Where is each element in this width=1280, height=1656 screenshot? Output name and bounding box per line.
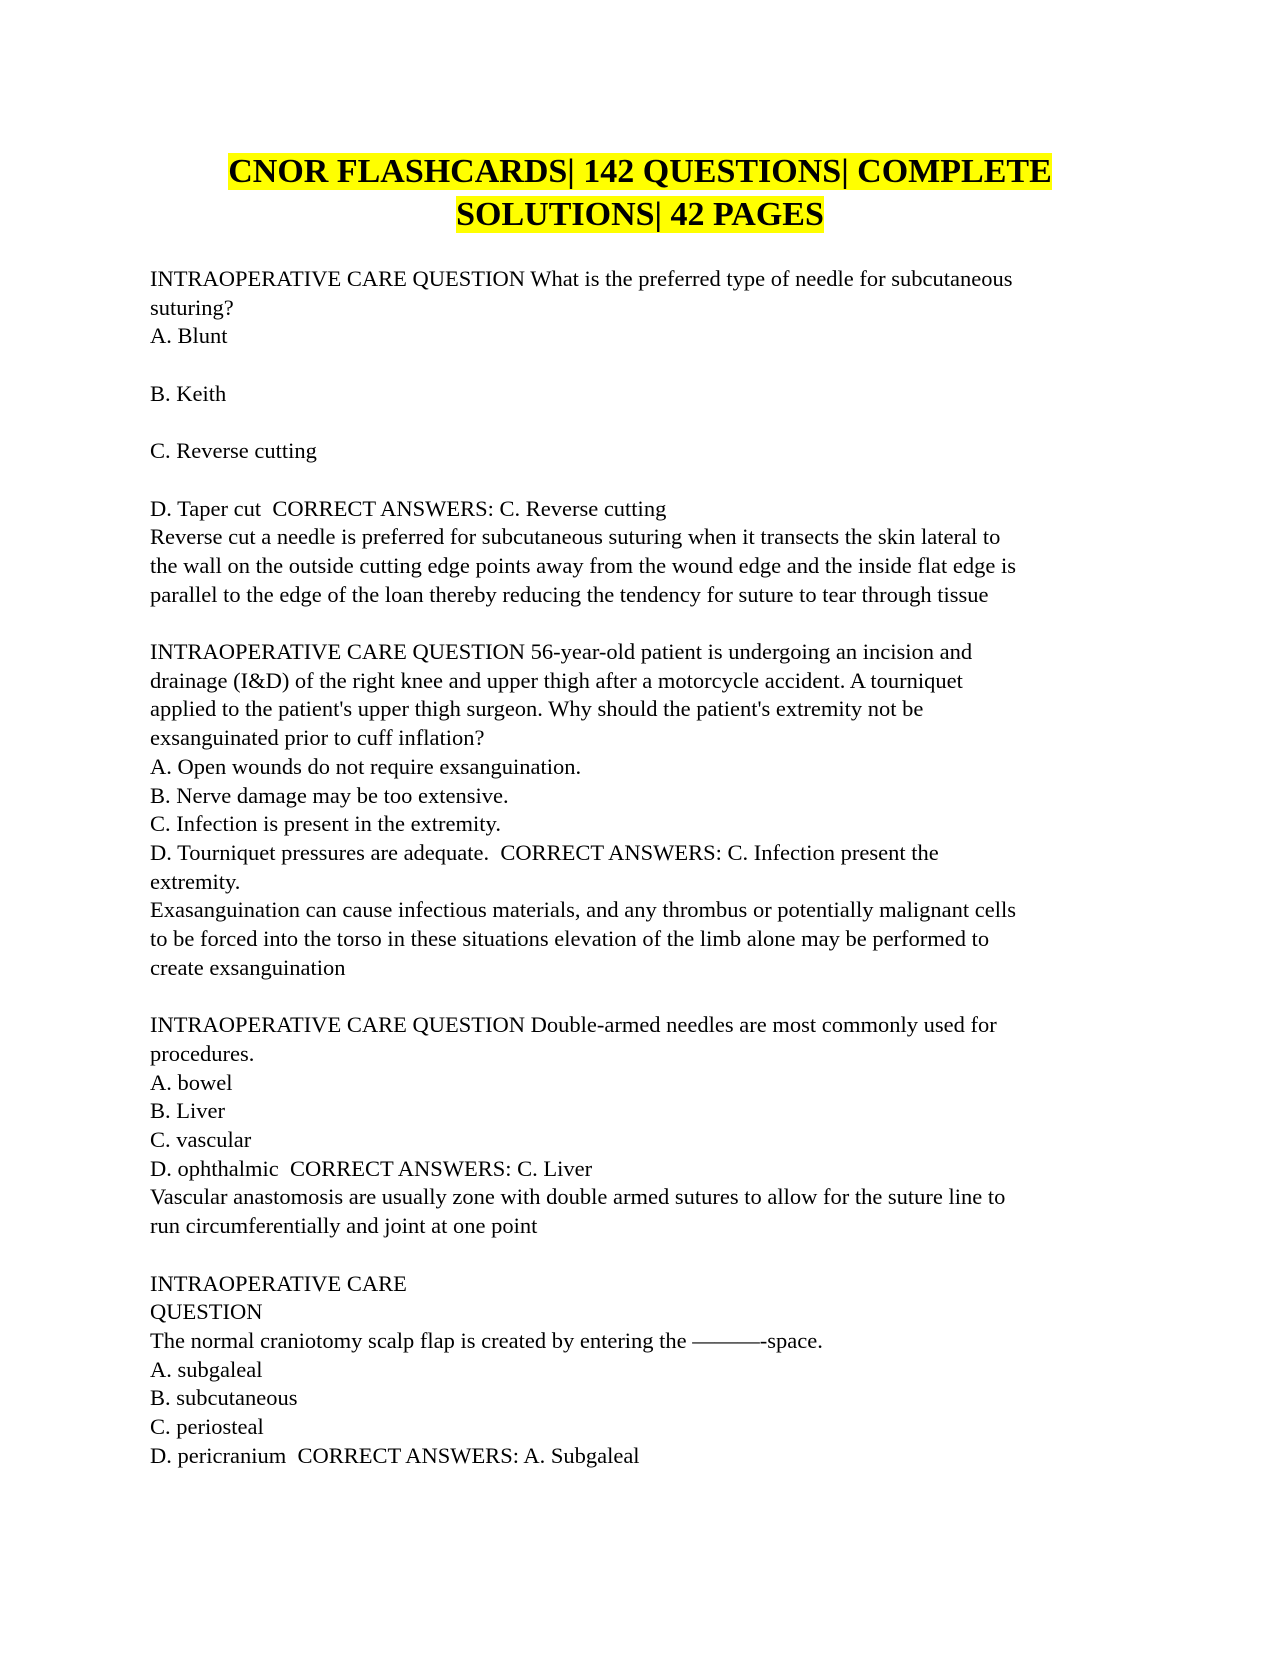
explanation: parallel to the edge of the loan thereby reducing the tendency for suture to tear through tissue xyxy=(150,581,989,607)
option-b: B. subcutaneous xyxy=(150,1385,298,1411)
blank-line xyxy=(150,351,1130,380)
explanation: create exsanguination xyxy=(150,954,346,980)
option-c: C. vascular xyxy=(150,1127,252,1153)
question-text: drainage (I&D) of the right knee and upper thigh after a motorcycle accident. A tourniquet xyxy=(150,667,963,693)
question-text: suturing? xyxy=(150,294,234,320)
title-line-2: SOLUTIONS| 42 PAGES xyxy=(456,196,824,233)
option-a: A. subgaleal xyxy=(150,1356,263,1382)
question-text: applied to the patient's upper thigh surgeon. Why should the patient's extremity not be xyxy=(150,696,924,722)
option-c: C. Reverse cutting xyxy=(150,438,317,464)
option-a: A. Open wounds do not require exsanguination. xyxy=(150,753,582,779)
option-b: B. Nerve damage may be too extensive. xyxy=(150,782,509,808)
explanation: to be forced into the torso in these situations elevation of the limb alone may be performed to xyxy=(150,926,990,952)
blank-line xyxy=(150,409,1130,438)
question-text: INTRAOPERATIVE CARE xyxy=(150,1270,407,1296)
option-d-answer: D. ophthalmic CORRECT ANSWERS: C. Liver xyxy=(150,1155,593,1181)
document-title xyxy=(150,150,1130,236)
question-text: QUESTION xyxy=(150,1299,263,1325)
question-text: INTRAOPERATIVE CARE QUESTION Double-armed needles are most commonly used for xyxy=(150,1012,997,1038)
question-block-2 xyxy=(150,638,1130,982)
option-a: A. bowel xyxy=(150,1069,233,1095)
option-d-answer: extremity. xyxy=(150,868,241,894)
question-text: procedures. xyxy=(150,1040,255,1066)
blank-line xyxy=(150,466,1130,495)
question-block-4 xyxy=(150,1270,1130,1471)
explanation: the wall on the outside cutting edge points away from the wound edge and the inside flat edge is xyxy=(150,552,1017,578)
option-d-answer: D. Tourniquet pressures are adequate. CORRECT ANSWERS: C. Infection present the xyxy=(150,840,939,865)
explanation: run circumferentially and joint at one point xyxy=(150,1213,538,1239)
question-text: The normal craniotomy scalp flap is created by entering the ———-space. xyxy=(150,1327,823,1353)
title-line-1: CNOR FLASHCARDS| 142 QUESTIONS| COMPLETE xyxy=(228,153,1052,190)
explanation: Vascular anastomosis are usually zone with double armed sutures to allow for the suture line to xyxy=(150,1184,1006,1210)
question-block-3 xyxy=(150,1011,1130,1241)
document-page xyxy=(150,150,1130,1470)
explanation: Exasanguination can cause infectious materials, and any thrombus or potentially malignant cells xyxy=(150,897,1016,923)
question-block-1 xyxy=(150,265,1130,609)
question-text: INTRAOPERATIVE CARE QUESTION What is the preferred type of needle for subcutaneous xyxy=(150,266,1013,291)
explanation: Reverse cut a needle is preferred for subcutaneous suturing when it transects the skin lateral to xyxy=(150,524,1001,550)
option-d-answer: D. pericranium CORRECT ANSWERS: A. Subgaleal xyxy=(150,1442,640,1468)
blank-line xyxy=(150,1241,1130,1270)
option-b: B. Liver xyxy=(150,1098,225,1124)
document-body xyxy=(150,265,1130,1470)
option-d-answer: D. Taper cut CORRECT ANSWERS: C. Reverse cutting xyxy=(150,495,667,521)
question-text: INTRAOPERATIVE CARE QUESTION 56-year-old patient is undergoing an incision and xyxy=(150,639,973,665)
option-a: A. Blunt xyxy=(150,323,228,349)
blank-line xyxy=(150,983,1130,1012)
option-c: C. periosteal xyxy=(150,1414,264,1440)
option-c: C. Infection is present in the extremity. xyxy=(150,811,501,837)
blank-line xyxy=(150,609,1130,638)
option-b: B. Keith xyxy=(150,380,227,406)
question-text: exsanguinated prior to cuff inflation? xyxy=(150,725,485,751)
